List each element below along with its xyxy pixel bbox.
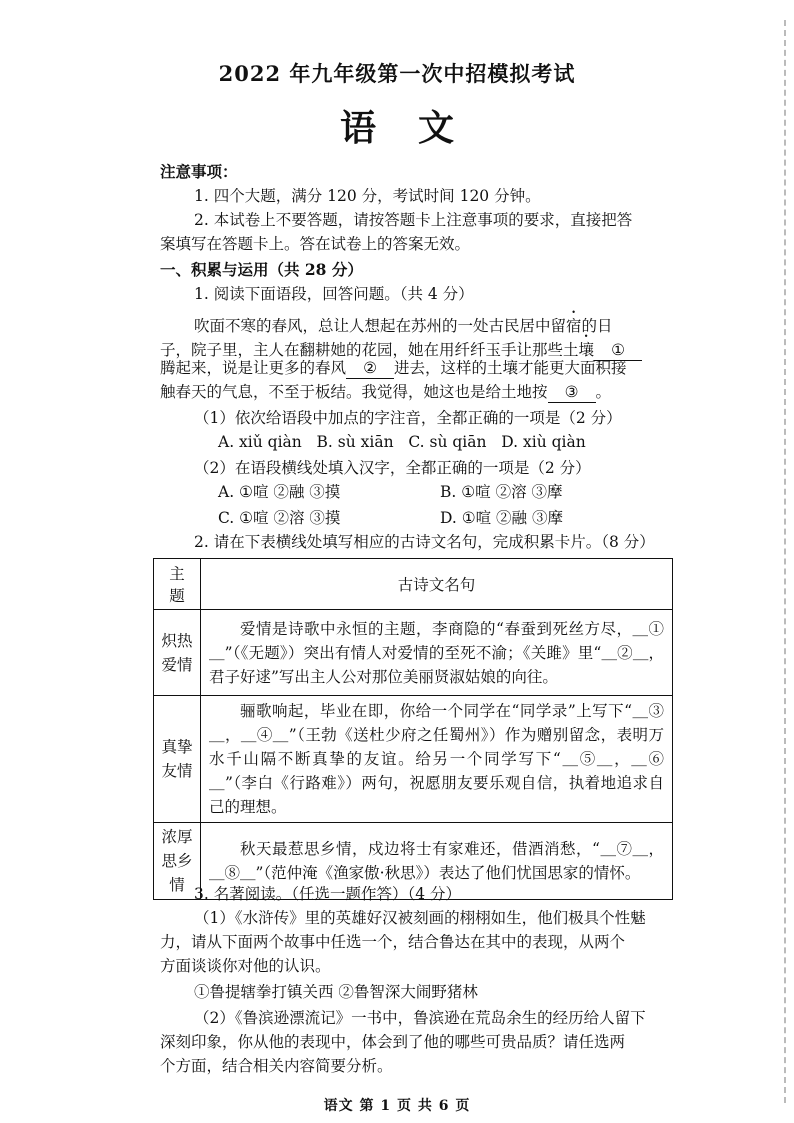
question-3-1-line-2: 力，请从下面两个故事中任选一个，结合鲁达在其中的表现，从两个 bbox=[160, 933, 626, 951]
option-a: A. xiǔ qiàn bbox=[218, 433, 302, 451]
question-1-2-stem: （2）在语段横线处填入汉字，全都正确的一项是（2 分） bbox=[194, 459, 591, 477]
question-3-1-line-3: 方面谈谈你对他的认识。 bbox=[160, 957, 331, 975]
notice-item-2-line-1: 2. 本试卷上不要答题，请按答题卡上注意事项的要求，直接把答 bbox=[194, 211, 633, 229]
poem-card-table bbox=[153, 558, 673, 900]
question-1-1-options bbox=[218, 430, 728, 454]
binding-line bbox=[784, 20, 786, 1103]
table-row bbox=[154, 696, 673, 823]
section-heading: 一、积累与运用（共 28 分） bbox=[160, 260, 363, 279]
option-d: D. xiù qiàn bbox=[501, 433, 586, 451]
question-3-2-line-1: （2）《鲁滨逊漂流记》一书中，鲁滨逊在荒岛余生的经历给人留下 bbox=[194, 1009, 646, 1027]
question-3-stem: 3. 名著阅读。（任选一题作答）（4 分） bbox=[194, 885, 462, 903]
question-3-2-line-3: 个方面，结合相关内容简要分析。 bbox=[160, 1057, 393, 1075]
exam-title: 2022 年九年级第一次中招模拟考试 bbox=[218, 61, 576, 86]
lines-cell: 爱情是诗歌中永恒的主题，李商隐的“春蚕到死丝方尽，＿①＿”（《无题》）突出有情人对爱情的至死不渝；《关雎》里“＿②＿，君子好逑”写出主人公对那位美丽贤淑姑娘的向往。 bbox=[201, 610, 673, 696]
option-c: C. sù qiān bbox=[408, 433, 487, 451]
question-2-stem: 2. 请在下表横线处填写相应的古诗文名句，完成积累卡片。（8 分） bbox=[194, 533, 655, 551]
lines-cell: 骊歌响起，毕业在即，你给一个同学在“同学录”上写下“＿③＿，＿④＿”（王勃《送杜少府之任蜀州》）作为赠别留念，表明万水千山隔不断真挚的友谊。给另一个同学写下“＿⑤＿，＿⑥＿”（李白《行路难》）两句，祝愿朋友要乐观自信，执着地追求自己的理想。 bbox=[201, 696, 673, 823]
passage-line-4: 触春天的气息，不至于板结。我觉得，她这也是给土地按 ③ 。 bbox=[160, 383, 612, 401]
passage-line-1: 吹面不寒的春风，总让人想起在苏州的一处古民居中留宿的日 bbox=[194, 317, 613, 335]
question-3-1-stories: ①鲁提辖拳打镇关西 ②鲁智深大闹野猪林 bbox=[194, 983, 478, 1001]
passage-line-3: 腾起来，说是让更多的春风 ② 进去，这样的土壤才能更大面积接 bbox=[160, 359, 627, 377]
question-1-2-option-c: C. ①喧 ②溶 ③摸 bbox=[218, 509, 341, 527]
question-1-2-option-a: A. ①喧 ②融 ③摸 bbox=[218, 483, 341, 501]
subject-title: 语文 bbox=[339, 107, 496, 149]
blank-3: ③ bbox=[548, 382, 596, 403]
table-row bbox=[154, 610, 673, 696]
notice-item-1: 1. 四个大题，满分 120 分，考试时间 120 分钟。 bbox=[194, 187, 541, 205]
passage-line-2: 子，院子里，主人在翻耕她的花园，她在用纤纤玉手让那些土壤 ① bbox=[160, 332, 670, 362]
lines-cell: 秋天最惹思乡情，戍边将士有家难还，借酒消愁，“＿⑦＿，＿⑧＿”（范仲淹《渔家傲·秋思》）表达了他们忧国思家的情怀。 bbox=[201, 823, 673, 900]
question-3-2-line-2: 深刻印象，你从他的表现中，体会到了他的哪些可贵品质？请任选两 bbox=[160, 1033, 626, 1051]
table-header-row bbox=[154, 559, 673, 610]
option-b: B. sù xiān bbox=[316, 433, 394, 451]
column-header-lines: 古诗文名句 bbox=[201, 559, 673, 610]
theme-cell: 真挚友情 bbox=[154, 696, 201, 823]
question-1-1-stem: （1）依次给语段中加点的字注音，全都正确的一项是（2 分） bbox=[194, 409, 622, 427]
theme-cell: 炽热爱情 bbox=[154, 610, 201, 696]
notice-item-2-line-2: 案填写在答题卡上。答在试卷上的答案无效。 bbox=[160, 235, 471, 253]
question-3-1-line-1: （1）《水浒传》里的英雄好汉被刻画的栩栩如生，他们极具个性魅 bbox=[194, 909, 646, 927]
theme-cell: 浓厚思乡情 bbox=[154, 823, 201, 900]
page-footer: 语文 第 1 页 共 6 页 bbox=[323, 1098, 471, 1114]
question-1-2-option-b: B. ①喧 ②溶 ③摩 bbox=[440, 483, 563, 501]
question-1-2-option-d: D. ①喧 ②融 ③摩 bbox=[440, 509, 563, 527]
blank-2: ② bbox=[346, 358, 394, 379]
column-header-theme: 主题 bbox=[154, 559, 201, 610]
question-1-stem: 1. 阅读下面语段，回答问题。（共 4 分） bbox=[194, 285, 474, 303]
blank-1: ① bbox=[594, 340, 642, 361]
notice-heading: 注意事项： bbox=[160, 162, 238, 181]
